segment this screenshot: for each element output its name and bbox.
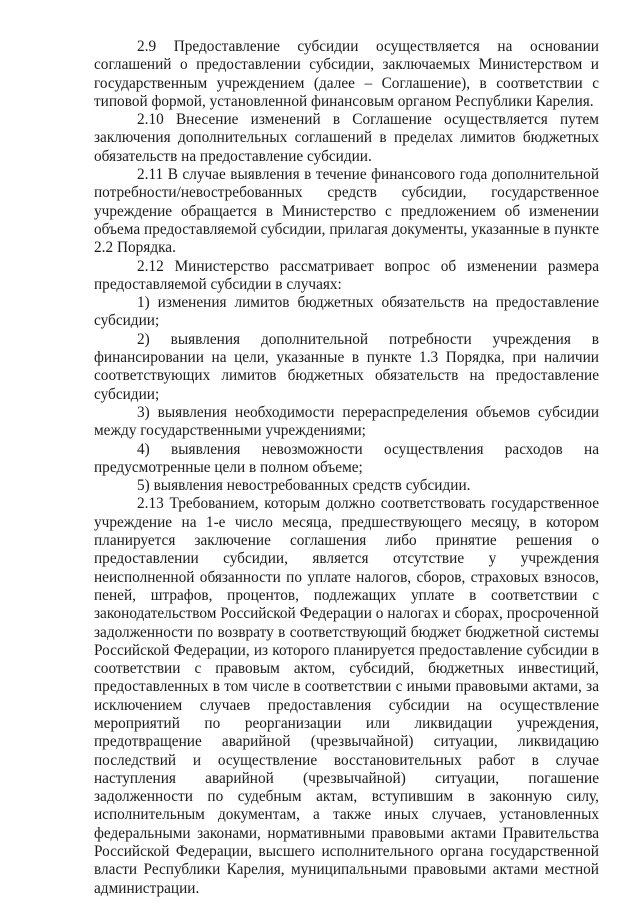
list-item-3: 3) выявления необходимости перераспределения объемов субсидии между государственными учреждениями; — [94, 403, 599, 440]
list-item-1: 1) изменения лимитов бюджетных обязательств на предоставление субсидии; — [94, 294, 599, 330]
paragraph-2-12: 2.12 Министерство рассматривает вопрос об изменении размера предоставляемой субсидии в случаях: — [94, 257, 599, 293]
list-item-5: 5) выявления невостребованных средств субсидии. — [137, 477, 471, 495]
paragraph-2-10: 2.10 Внесение изменений в Соглашение осуществляется путем заключения дополнительных соглашений в пределах лимитов бюджетных обязательств на предоставление субсидии. — [94, 111, 599, 165]
paragraph-2-11: 2.11 В случае выявления в течение финансового года дополнительной потребности/невостребованных средств субсидии, государственное учреждение обращается в Министерство с предложением об изменении объема предоставляемой субсидии, прилагая документы, указанные в пункте 2.2 Порядка. — [94, 166, 599, 257]
list-item-4: 4) выявления невозможности осуществления расходов на предусмотренные цели в полном объеме; — [94, 440, 599, 476]
document-page — [94, 38, 599, 898]
paragraph-2-9: 2.9 Предоставление субсидии осуществляется на основании соглашений о предоставлении субсидии, заключаемых Министерством и государственным учреждением (далее – Соглашение), в соответствии с типовой формой, установленной финансовым органом Республики Карелия. — [94, 38, 599, 110]
paragraph-2-13: 2.13 Требованием, которым должно соответствовать государственное учреждение на 1-е число месяца, предшествующего месяцу, в котором планируется заключение соглашения либо принятие решения о предоставлении субсидии, является отсутствие у учреждения неисполненной обязанности по уплате налогов, сборов, страховых взносов, пеней, штрафов, процентов, подлежащих уплате в соответствии с законодательством Российской Федерации о налогах и сборах, просроченной задолженности по возврату в соответствующий бюджет бюджетной системы Российской Федерации, из которого планируется предоставление субсидии в соответствии с правовым актом, субсидий, бюджетных инвестиций, предоставленных в том числе в соответствии с иными правовыми актами, за исключением случаев предоставления субсидии на осуществление мероприятий по реорганизации или ликвидации учреждения, предотвращение аварийной (чрезвычайной) ситуации, ликвидацию последствий и осуществление восстановительных работ в случае наступления аварийной (чрезвычайной) ситуации, погашение задолженности по судебным актам, вступившим в законную силу, исполнительным документам, а также иных случаев, установленных федеральными законами, нормативными правовыми актами Правительства Российской Федерации, высшего исполнительного органа государственной власти Республики Карелия, муниципальными правовыми актами местной администрации. — [94, 495, 599, 897]
list-item-2: 2) выявления дополнительной потребности учреждения в финансировании на цели, указанные в пункте 1.3 Порядка, при наличии соответствующих лимитов бюджетных обязательств на предоставление субсидии; — [94, 330, 599, 403]
